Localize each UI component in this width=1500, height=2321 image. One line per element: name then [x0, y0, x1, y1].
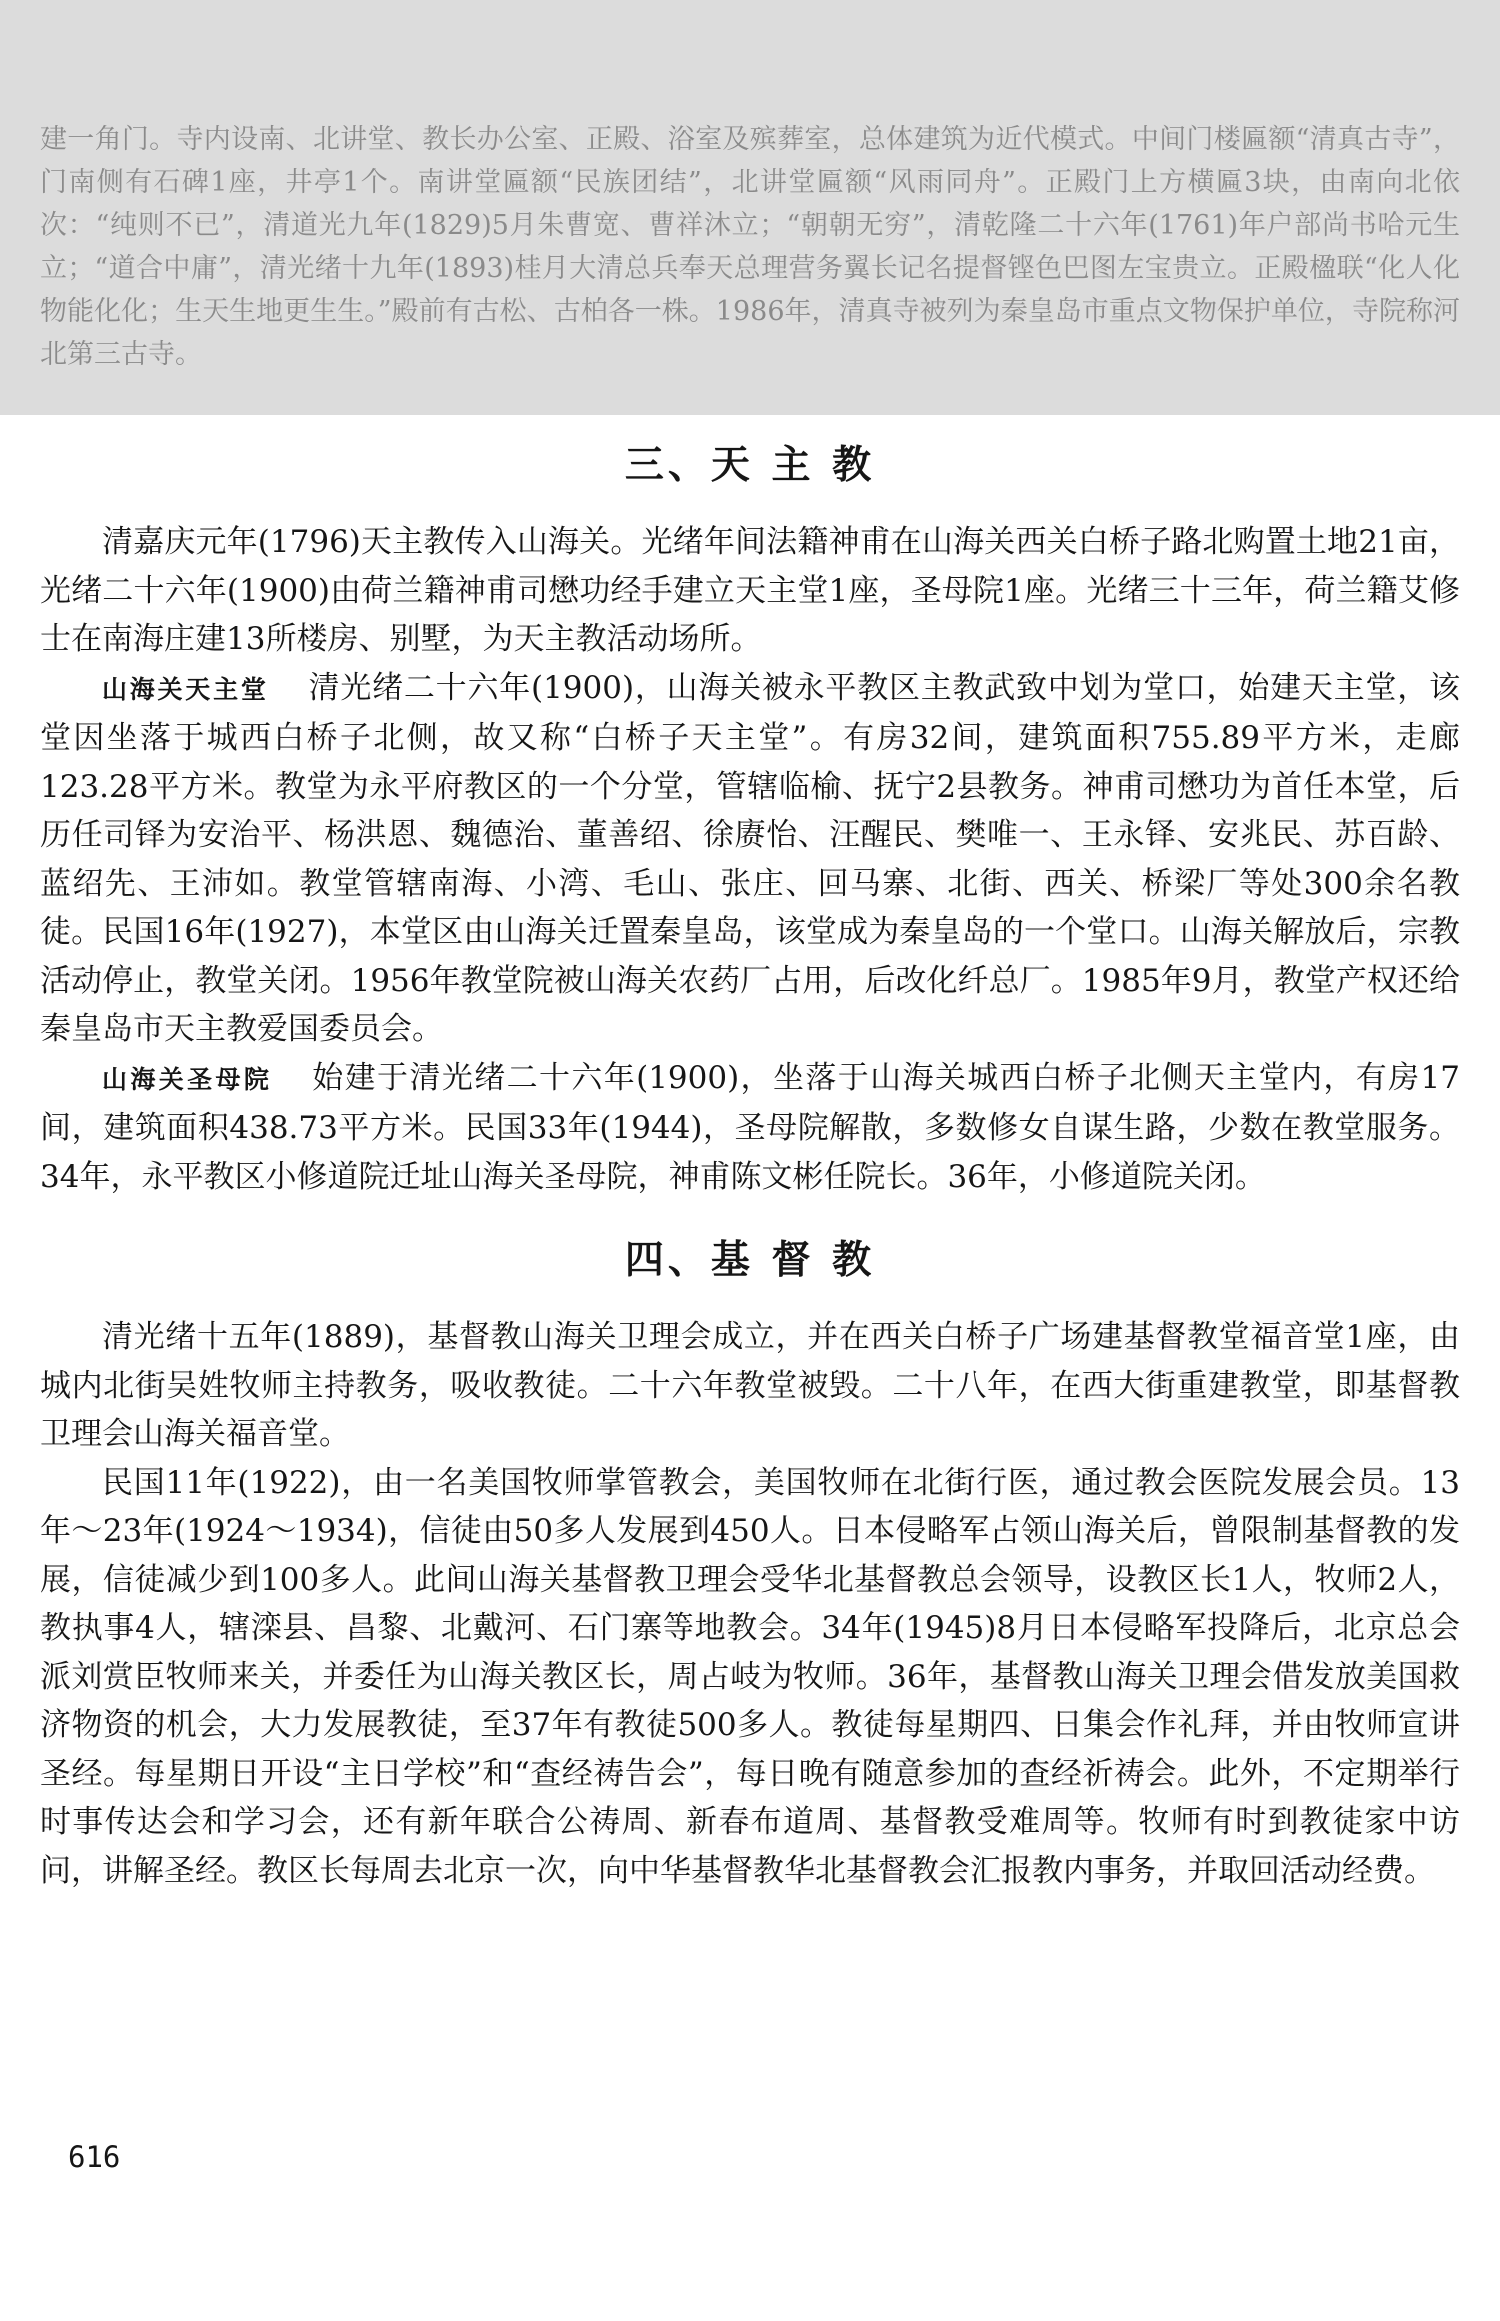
paragraph-text: 清光绪二十六年(1900)，山海关被永平教区主教武致中划为堂口，始建天主堂，该堂因坐落于城西白桥子北侧，故又称“白桥子天主堂”。有房32间，建筑面积755.89平方米，走廊123.28平方米。教堂为永平府教区的一个分堂，管辖临榆、抚宁2县教务。神甫司懋功为首任本堂，后历任司铎为安治平、杨洪恩、魏德治、董善绍、徐赓怡、汪醒民、樊唯一、王永铎、安兆民、苏百龄、蓝绍先、王沛如。教堂管辖南海、小湾、毛山、张庄、回马寨、北街、西关、桥梁厂等处300余名教徒。民国16年(1927)，本堂区由山海关迁置秦皇岛，该堂成为秦皇岛的一个堂口。山海关解放后，宗教活动停止，教堂关闭。1956年教堂院被山海关农药厂占用，后改化纤总厂。1985年9月，教堂产权还给秦皇岛市天主教爱国委员会。	[40, 669, 1460, 1047]
page-number: 616	[68, 2140, 121, 2174]
section-title-catholicism: 三、天 主 教	[624, 442, 876, 488]
continued-paragraph: 建一角门。寺内设南、北讲堂、教长办公室、正殿、浴室及殡葬室，总体建筑为近代模式。中间门楼匾额“清真古寺”，门南侧有石碑1座，井亭1个。南讲堂匾额“民族团结”，北讲堂匾额“风雨同舟”。正殿门上方横匾3块，由南向北依次：“纯则不已”，清道光九年(1829)5月朱曹宽、曹祥沐立；“朝朝无穷”，清乾隆二十六年(1761)年户部尚书哈元生立；“道合中庸”，清光绪十九年(1893)桂月大清总兵奉天总理营务翼长记名提督铿色巴图左宝贵立。正殿楹联“化人化物能化化；生天生地更生生。”殿前有古松、古柏各一株。1986年，清真寺被列为秦皇岛市重点文物保护单位，寺院称河北第三古寺。	[40, 124, 1460, 370]
paragraph-text: 清光绪十五年(1889)，基督教山海关卫理会成立，并在西关白桥子广场建基督教堂福音堂1座，由城内北街吴姓牧师主持教务，吸收教徒。二十六年教堂被毁。二十八年，在西大街重建教堂，即基督教卫理会山海关福音堂。	[40, 1319, 1460, 1452]
paragraph-text: 清嘉庆元年(1796)天主教传入山海关。光绪年间法籍神甫在山海关西关白桥子路北购置土地21亩，光绪二十六年(1900)由荷兰籍神甫司懋功经手建立天主堂1座，圣母院1座。光绪三十三年，荷兰籍艾修士在南海庄建13所楼房、别墅，为天主教活动场所。	[40, 524, 1460, 657]
previous-section-highlight	[0, 0, 1500, 415]
entry-heading: 山海关圣母院	[102, 1064, 273, 1094]
catholicism-intro-paragraph	[40, 518, 1460, 664]
paragraph-text: 民国11年(1922)，由一名美国牧师掌管教会，美国牧师在北街行医，通过教会医院发展会员。13年～23年(1924～1934)，信徒由50多人发展到450人。日本侵略军占领山海关后，曾限制基督教的发展，信徒减少到100多人。此间山海关基督教卫理会受华北基督教总会领导，设教区长1人，牧师2人，教执事4人，辖滦县、昌黎、北戴河、石门寨等地教会。34年(1945)8月日本侵略军投降后，北京总会派刘赏臣牧师来关，并委任为山海关教区长，周占岐为牧师。36年，基督教山海关卫理会借发放美国救济物资的机会，大力发展教徒，至37年有教徒500多人。教徒每星期四、日集会作礼拜，并由牧师宣讲圣经。每星期日开设“主日学校”和“查经祷告会”，每日晚有随意参加的查经祈祷会。此外，不定期举行时事传达会和学习会，还有新年联合公祷周、新春布道周、基督教受难周等。牧师有时到教徒家中访问，讲解圣经。教区长每周去北京一次，向中华基督教华北基督教会汇报教内事务，并取回活动经费。	[40, 1464, 1460, 1889]
christianity-intro-paragraph	[40, 1313, 1460, 1459]
page-body	[40, 440, 1460, 1895]
catholic-church-entry	[40, 664, 1460, 1054]
paragraph-text: 始建于清光绪二十六年(1900)，坐落于山海关城西白桥子北侧天主堂内，有房17间，建筑面积438.73平方米。民国33年(1944)，圣母院解散，多数修女自谋生路，少数在教堂服务。34年，永平教区小修道院迁址山海关圣母院，神甫陈文彬任院长。36年，小修道院关闭。	[40, 1059, 1460, 1195]
section-title-christianity: 四、基 督 教	[624, 1237, 876, 1283]
convent-entry	[40, 1054, 1460, 1202]
christianity-history-paragraph	[40, 1459, 1460, 1896]
entry-heading: 山海关天主堂	[102, 674, 269, 704]
